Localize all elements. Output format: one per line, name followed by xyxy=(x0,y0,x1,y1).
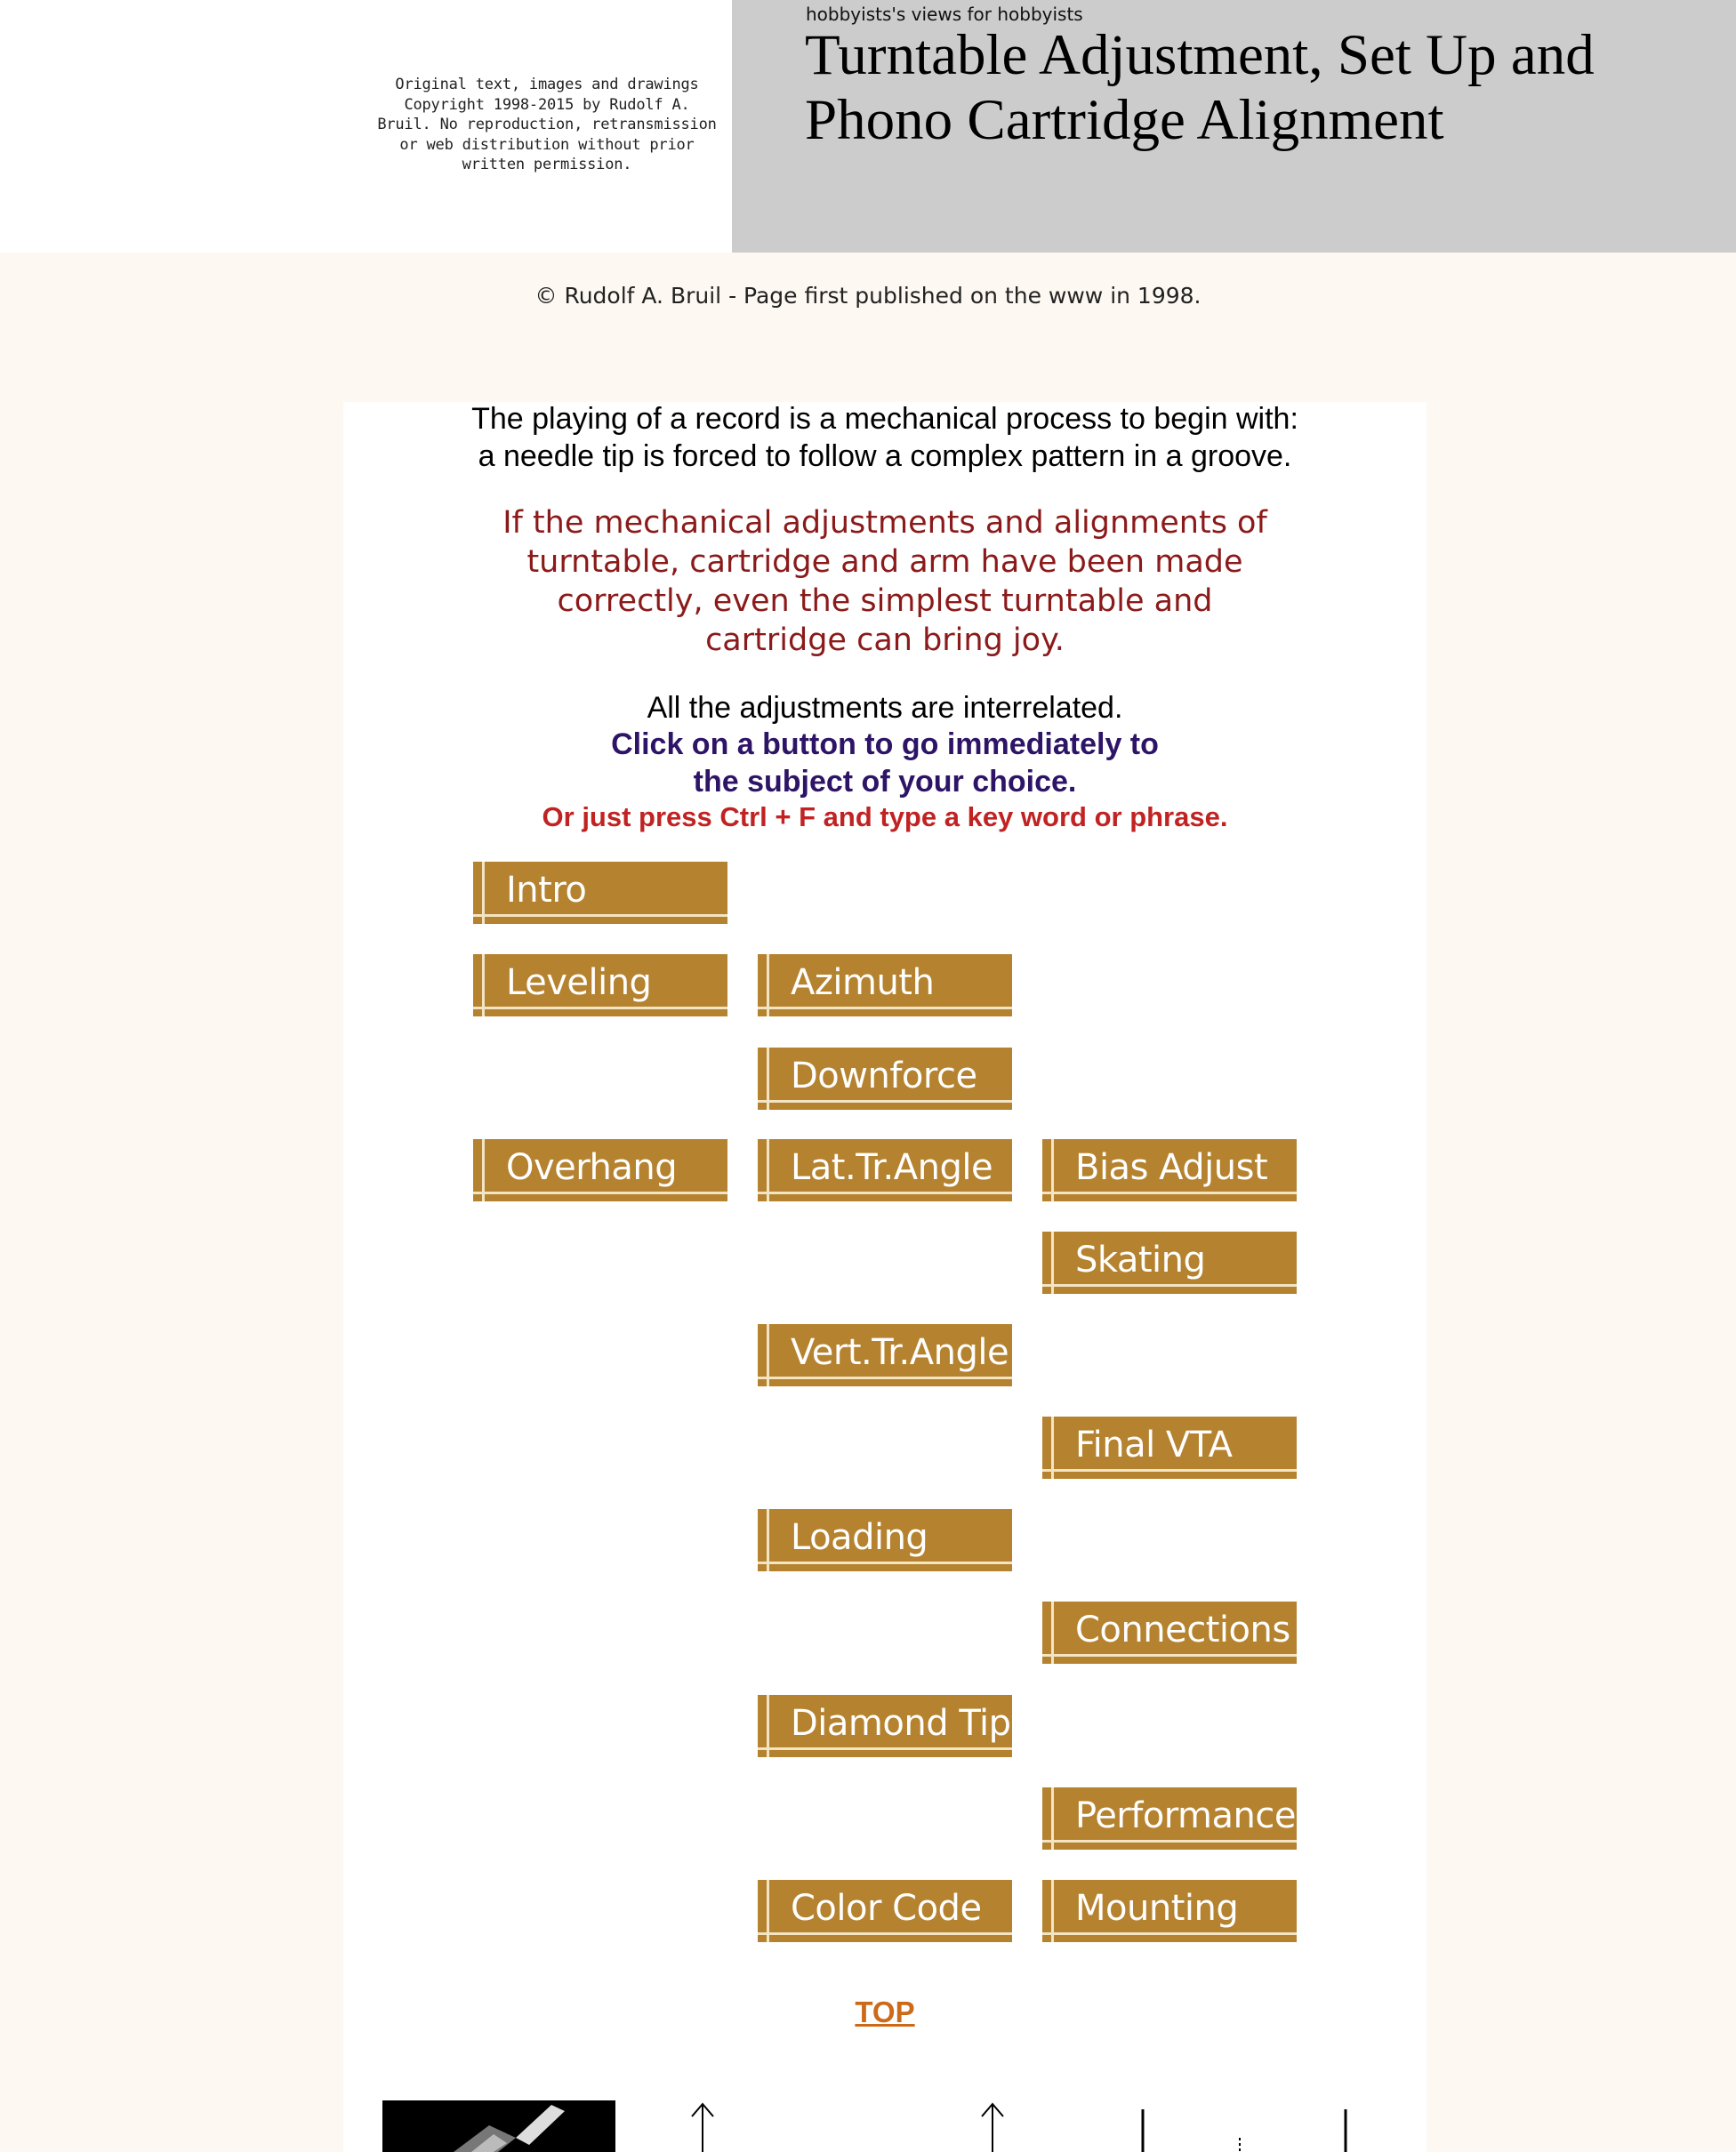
up-arrow-icon xyxy=(685,2100,720,2152)
nav-button-overhang[interactable] xyxy=(473,1139,727,1201)
page-title: Turntable Adjustment, Set Up and Phono Cartridge Alignment xyxy=(805,23,1595,152)
click-instruction xyxy=(343,726,1427,800)
nav-button-diamond-tip[interactable] xyxy=(758,1695,1012,1757)
byline: © Rudolf A. Bruil - Page first published on the www in 1998. xyxy=(534,283,1202,309)
nav-button-label: Downforce xyxy=(791,1056,977,1096)
emphasis-text: If the mechanical adjustments and alignments of turntable, cartridge and arm have been made correctly, even the simplest turntable and cartridge can bring joy. xyxy=(502,505,1267,658)
nav-button-label: Color Code xyxy=(791,1888,982,1929)
nav-button-label: Overhang xyxy=(506,1147,678,1188)
nav-button-color-code[interactable] xyxy=(758,1880,1012,1942)
nav-button-label: Loading xyxy=(791,1517,928,1558)
nav-button-vert-tr-angle[interactable] xyxy=(758,1324,1012,1386)
click-line-2: the subject of your choice. xyxy=(693,765,1077,799)
nav-button-label: Azimuth xyxy=(791,962,935,1003)
nav-button-lat-tr-angle[interactable] xyxy=(758,1139,1012,1201)
emphasis-text-block xyxy=(343,503,1427,660)
nav-button-label: Connections xyxy=(1075,1610,1290,1650)
copyright-note: Original text, images and drawings Copyright 1998-2015 by Rudolf A. Bruil. No reproduction, retransmission or web distribution without prior written permission. xyxy=(377,76,717,173)
intro-line-2: a needle tip is forced to follow a complex pattern in a groove. xyxy=(478,439,1292,473)
tagline: hobbyists's views for hobbyists xyxy=(806,4,1083,25)
nav-button-label: Intro xyxy=(506,870,587,911)
nav-button-label: Final VTA xyxy=(1075,1425,1233,1465)
interrelated-text: All the adjustments are interrelated. xyxy=(647,691,1123,725)
click-line-1: Click on a button to go immediately to xyxy=(611,727,1159,761)
nav-button-loading[interactable] xyxy=(758,1509,1012,1571)
nav-button-leveling[interactable] xyxy=(473,954,727,1016)
nav-button-intro[interactable] xyxy=(473,862,727,924)
nav-button-label: Vert.Tr.Angle xyxy=(791,1332,1009,1373)
nav-button-connections[interactable] xyxy=(1042,1602,1297,1664)
nav-button-label: Skating xyxy=(1075,1240,1206,1281)
header-left-panel xyxy=(0,0,732,253)
top-link[interactable]: TOP xyxy=(855,1995,915,2028)
up-arrow-icon xyxy=(975,2100,1010,2152)
ctrl-f-hint: Or just press Ctrl + F and type a key word or phrase. xyxy=(542,801,1228,832)
alignment-lines-illustration xyxy=(1129,2100,1352,2152)
intro-text xyxy=(343,400,1427,475)
cartridge-illustration xyxy=(382,2100,615,2152)
nav-button-label: Diamond Tip xyxy=(791,1703,1011,1744)
nav-button-azimuth[interactable] xyxy=(758,954,1012,1016)
nav-button-label: Leveling xyxy=(506,962,652,1003)
nav-button-final-vta[interactable] xyxy=(1042,1417,1297,1479)
nav-button-label: Lat.Tr.Angle xyxy=(791,1147,993,1188)
nav-button-label: Bias Adjust xyxy=(1075,1147,1268,1188)
nav-button-skating[interactable] xyxy=(1042,1232,1297,1294)
nav-button-mounting[interactable] xyxy=(1042,1880,1297,1942)
nav-button-label: Performance xyxy=(1075,1795,1296,1836)
nav-button-label: Mounting xyxy=(1075,1888,1239,1929)
intro-line-1: The playing of a record is a mechanical process to begin with: xyxy=(471,402,1298,436)
nav-button-bias-adjust[interactable] xyxy=(1042,1139,1297,1201)
nav-button-downforce[interactable] xyxy=(758,1048,1012,1110)
nav-button-performance[interactable] xyxy=(1042,1787,1297,1850)
